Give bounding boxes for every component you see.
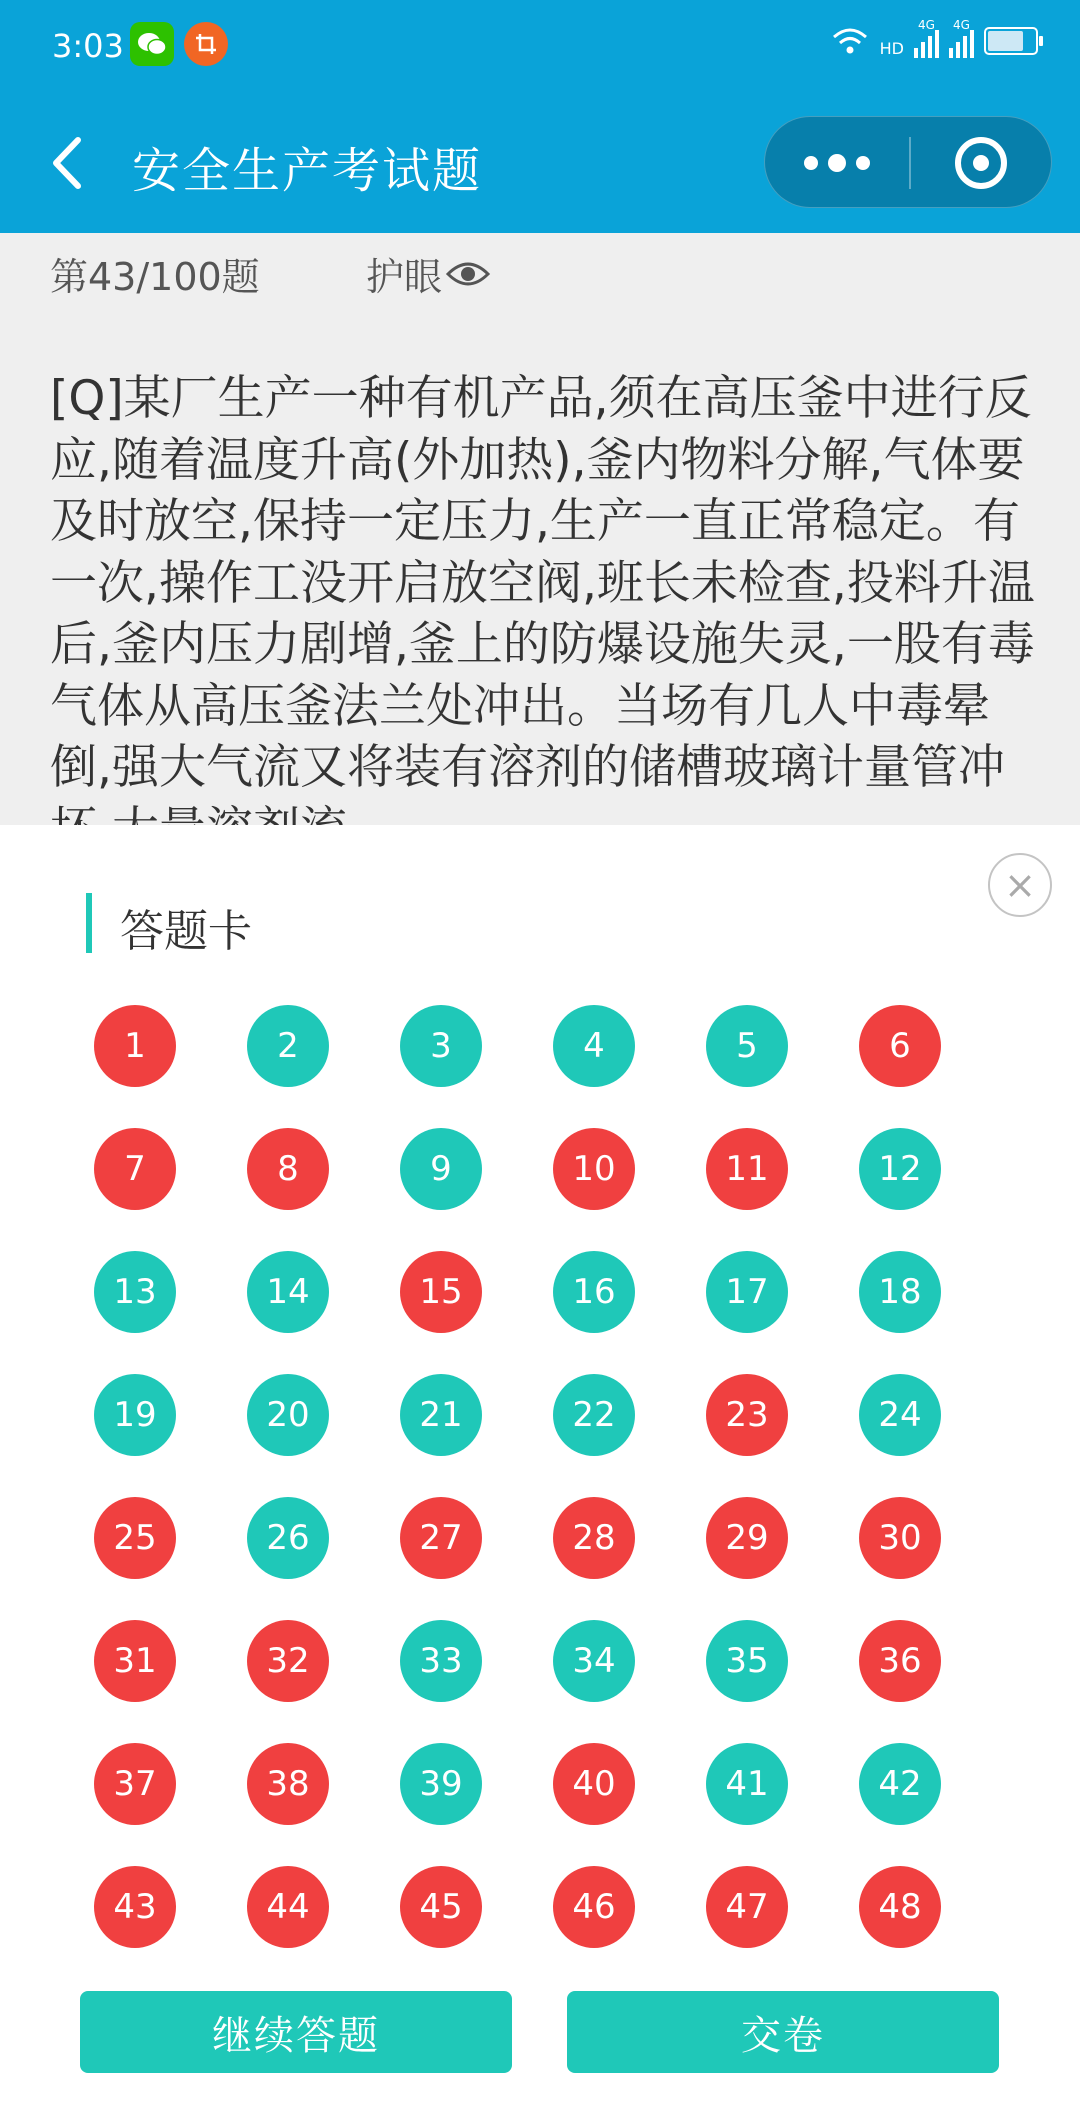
dot-icon — [856, 156, 870, 170]
nav-bar — [0, 92, 1080, 233]
miniprogram-capsule — [764, 116, 1052, 208]
answer-card-item[interactable]: 29 — [706, 1497, 788, 1579]
hd-label: HD — [879, 38, 904, 58]
answer-card-item[interactable]: 13 — [94, 1251, 176, 1333]
crop-notification-icon — [184, 22, 228, 66]
answer-card-title: 答题卡 — [120, 906, 252, 957]
answer-card-item[interactable]: 27 — [400, 1497, 482, 1579]
answer-card-item[interactable]: 23 — [706, 1374, 788, 1456]
answer-card-item[interactable]: 11 — [706, 1128, 788, 1210]
answer-card-item[interactable]: 24 — [859, 1374, 941, 1456]
question-text: [Q]某厂生产一种有机产品,须在高压釜中进行反应,随着温度升高(外加热),釜内物料分解,气体要及时放空,保持一定压力,生产一直正常稳定。有一次,操作工没开启放空阀,班长未检查,投料升温后,釜内压力剧增,釜上的防爆设施失灵,一股有毒气体从高压釜法兰处冲出。当场有几人中毒晕倒,强大气流又将装有溶剂的储槽玻璃计量管冲 — [50, 371, 1035, 795]
answer-card-item[interactable]: 42 — [859, 1743, 941, 1825]
answer-card-item[interactable]: 32 — [247, 1620, 329, 1702]
dot-icon — [804, 156, 818, 170]
wifi-icon — [830, 25, 870, 57]
continue-answering-button[interactable]: 继续答题 — [80, 1991, 512, 2073]
battery-icon — [984, 27, 1038, 55]
answer-card-item[interactable]: 48 — [859, 1866, 941, 1948]
answer-card-item[interactable]: 7 — [94, 1128, 176, 1210]
network-type-label: 4G — [953, 18, 970, 32]
network-type-label: 4G — [918, 18, 935, 32]
answer-card-item[interactable]: 34 — [553, 1620, 635, 1702]
eye-protection-label: 护眼 — [366, 255, 443, 299]
answer-card-item[interactable]: 5 — [706, 1005, 788, 1087]
answer-card-item[interactable]: 47 — [706, 1866, 788, 1948]
back-button[interactable] — [44, 128, 94, 198]
status-time: 3:03 — [52, 27, 124, 65]
answer-card-item[interactable]: 21 — [400, 1374, 482, 1456]
answer-card-item[interactable]: 35 — [706, 1620, 788, 1702]
answer-card-item[interactable]: 3 — [400, 1005, 482, 1087]
title-accent-bar — [86, 893, 92, 953]
answer-card-item[interactable]: 30 — [859, 1497, 941, 1579]
target-icon — [955, 137, 1007, 189]
answer-card-item[interactable]: 8 — [247, 1128, 329, 1210]
answer-card-item[interactable]: 37 — [94, 1743, 176, 1825]
answer-card-item[interactable]: 25 — [94, 1497, 176, 1579]
answer-card-item[interactable]: 45 — [400, 1866, 482, 1948]
answer-card-item[interactable]: 15 — [400, 1251, 482, 1333]
answer-card-item[interactable]: 28 — [553, 1497, 635, 1579]
answer-card-item[interactable]: 1 — [94, 1005, 176, 1087]
answer-card-item[interactable]: 17 — [706, 1251, 788, 1333]
exit-miniprogram-button[interactable] — [909, 117, 1053, 209]
answer-card-item[interactable]: 9 — [400, 1128, 482, 1210]
answer-card-item[interactable]: 44 — [247, 1866, 329, 1948]
eye-icon — [446, 258, 490, 290]
close-sheet-button[interactable] — [988, 853, 1052, 917]
answer-card-item[interactable]: 14 — [247, 1251, 329, 1333]
answer-card-item[interactable]: 6 — [859, 1005, 941, 1087]
answer-card-item[interactable]: 33 — [400, 1620, 482, 1702]
answer-card-item[interactable]: 31 — [94, 1620, 176, 1702]
answer-card-item[interactable]: 46 — [553, 1866, 635, 1948]
signal-strength-icon — [914, 18, 939, 58]
page-title: 安全生产考试题 — [132, 143, 483, 199]
signal-strength-icon — [949, 18, 974, 58]
status-indicators — [830, 18, 1038, 58]
answer-card-item[interactable]: 10 — [553, 1128, 635, 1210]
question-progress: 第43/100题 — [50, 255, 260, 299]
answer-card-item[interactable]: 41 — [706, 1743, 788, 1825]
answer-card-item[interactable]: 2 — [247, 1005, 329, 1087]
answer-card-item[interactable]: 12 — [859, 1128, 941, 1210]
answer-card-item[interactable]: 16 — [553, 1251, 635, 1333]
eye-protection-toggle[interactable] — [366, 246, 490, 301]
answer-card-item[interactable]: 40 — [553, 1743, 635, 1825]
wechat-notification-icon — [130, 22, 174, 66]
submit-exam-button[interactable]: 交卷 — [567, 1991, 999, 2073]
answer-card-item[interactable]: 18 — [859, 1251, 941, 1333]
back-arrow-icon — [44, 128, 94, 198]
status-bar — [0, 0, 1080, 92]
answer-card-item[interactable]: 36 — [859, 1620, 941, 1702]
answer-card-item[interactable]: 20 — [247, 1374, 329, 1456]
header — [0, 0, 1080, 233]
answer-card-item[interactable]: 39 — [400, 1743, 482, 1825]
answer-card-item[interactable]: 38 — [247, 1743, 329, 1825]
answer-card-item[interactable]: 4 — [553, 1005, 635, 1087]
close-icon: × — [1004, 863, 1036, 907]
dot-icon — [828, 154, 846, 172]
answer-card-item[interactable]: 22 — [553, 1374, 635, 1456]
answer-card-item[interactable]: 19 — [94, 1374, 176, 1456]
answer-card-item[interactable]: 26 — [247, 1497, 329, 1579]
more-menu-button[interactable] — [765, 117, 909, 209]
answer-card-sheet — [0, 825, 1080, 2102]
answer-card-item[interactable]: 43 — [94, 1866, 176, 1948]
